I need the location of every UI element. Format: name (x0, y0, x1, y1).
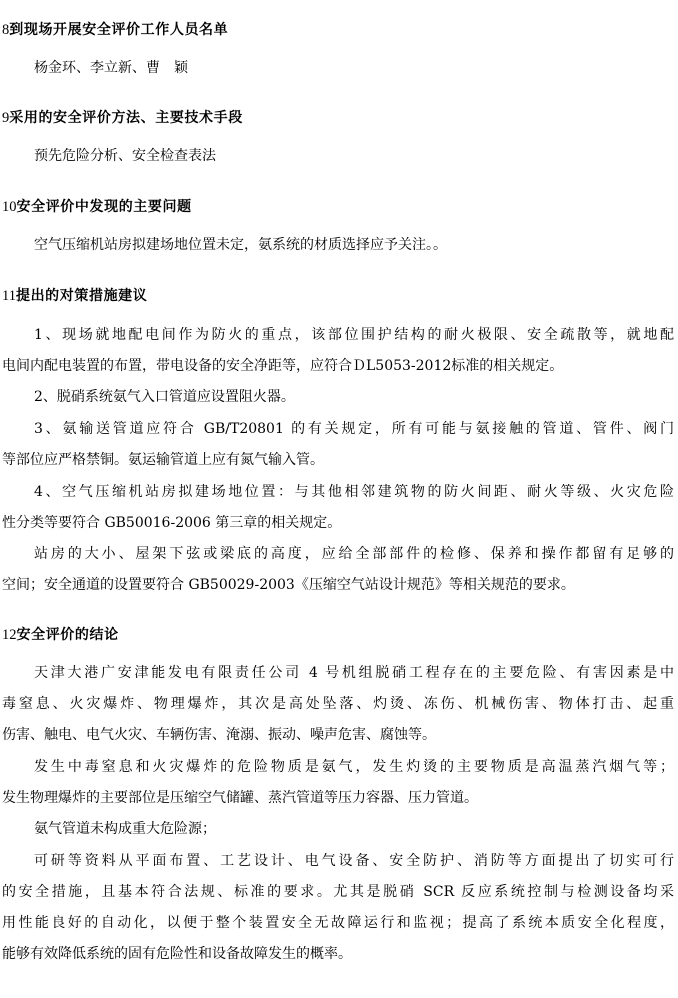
paragraph-line: 空间；安全通道的设置要符合 GB50029-2003《压缩空气站设计规范》等相关规范的要求。 (2, 577, 575, 593)
section-title: 采用的安全评价方法、主要技术手段 (9, 110, 243, 126)
paragraph-line: 性分类等要符合 GB50016-2006 第三章的相关规定。 (2, 515, 342, 531)
paragraph-line: 4、空气压缩机站房拟建场地位置：与其他相邻建筑物的防火间距、耐火等级、火灾危险 (34, 484, 674, 500)
section-title: 到现场开展安全评价工作人员名单 (9, 22, 229, 38)
paragraph-line: 发生物理爆炸的主要部位是压缩空气储罐、蒸汽管道等压力容器、压力管道。 (2, 790, 478, 806)
section-10-heading (2, 197, 192, 217)
section-number: 11 (2, 288, 16, 304)
section-10-body: 空气压缩机站房拟建场地位置未定，氨系统的材质选择应予关注。。 (34, 237, 447, 253)
section-number: 8 (2, 22, 10, 38)
section-number: 9 (2, 110, 10, 126)
paragraph-line: 能够有效降低系统的固有危险性和设备故障发生的概率。 (2, 946, 352, 962)
paragraph-line: 1、现场就地配电间作为防火的重点，该部位围护结构的耐火极限、安全疏散等，就地配 (34, 327, 674, 343)
paragraph-line: 的安全措施，且基本符合法规、标准的要求。尤其是脱硝 SCR 反应系统控制与检测设备均采 (2, 884, 674, 900)
paragraph-line: 站房的大小、屋架下弦或梁底的高度，应给全部部件的检修、保养和操作都留有足够的 (34, 546, 674, 562)
section-9-heading (2, 108, 243, 128)
paragraph-line: 氨气管道未构成重大危险源； (34, 821, 216, 837)
section-8-body: 杨金环、李立新、曹 颖 (34, 60, 188, 76)
section-title: 安全评价中发现的主要问题 (16, 199, 192, 215)
section-11-heading (2, 286, 147, 306)
paragraph-line: 伤害、触电、电气火灾、车辆伤害、淹溺、振动、噪声危害、腐蚀等。 (2, 727, 436, 743)
paragraph-line: 发生中毒窒息和火灾爆炸的危险物质是氨气，发生灼烫的主要物质是高温蒸汽烟气等； (34, 759, 674, 775)
section-8-heading (2, 20, 228, 40)
section-number: 12 (2, 627, 17, 643)
section-12-heading (2, 625, 119, 645)
section-title: 安全评价的结论 (16, 627, 119, 643)
section-9-body: 预先危险分析、安全检查表法 (34, 148, 216, 164)
paragraph-line: 毒窒息、火灾爆炸、物理爆炸，其次是高处坠落、灼烫、冻伤、机械伤害、物体打击、起重 (2, 696, 674, 712)
paragraph-line: 电间内配电装置的布置，带电设备的安全净距等，应符合ＤL5053-2012标准的相关规定。 (2, 358, 564, 374)
paragraph-line: 天津大港广安津能发电有限责任公司 4 号机组脱硝工程存在的主要危险、有害因素是中 (34, 665, 674, 681)
paragraph-line: 3、氨输送管道应符合 GB/T20801 的有关规定，所有可能与氨接触的管道、管件、阀门 (34, 421, 674, 437)
paragraph-line: 等部位应严格禁铜。氨运输管道上应有氮气输入管。 (2, 452, 324, 468)
section-title: 提出的对策措施建议 (15, 288, 148, 304)
paragraph-line: 2、脱硝系统氨气入口管道应设置阻火器。 (34, 389, 295, 405)
section-number: 10 (2, 199, 17, 215)
paragraph-line: 可研等资料从平面布置、工艺设计、电气设备、安全防护、消防等方面提出了切实可行 (34, 853, 674, 869)
paragraph-line: 用性能良好的自动化，以便于整个装置安全无故障运行和监视；提高了系统本质安全化程度， (2, 915, 674, 931)
